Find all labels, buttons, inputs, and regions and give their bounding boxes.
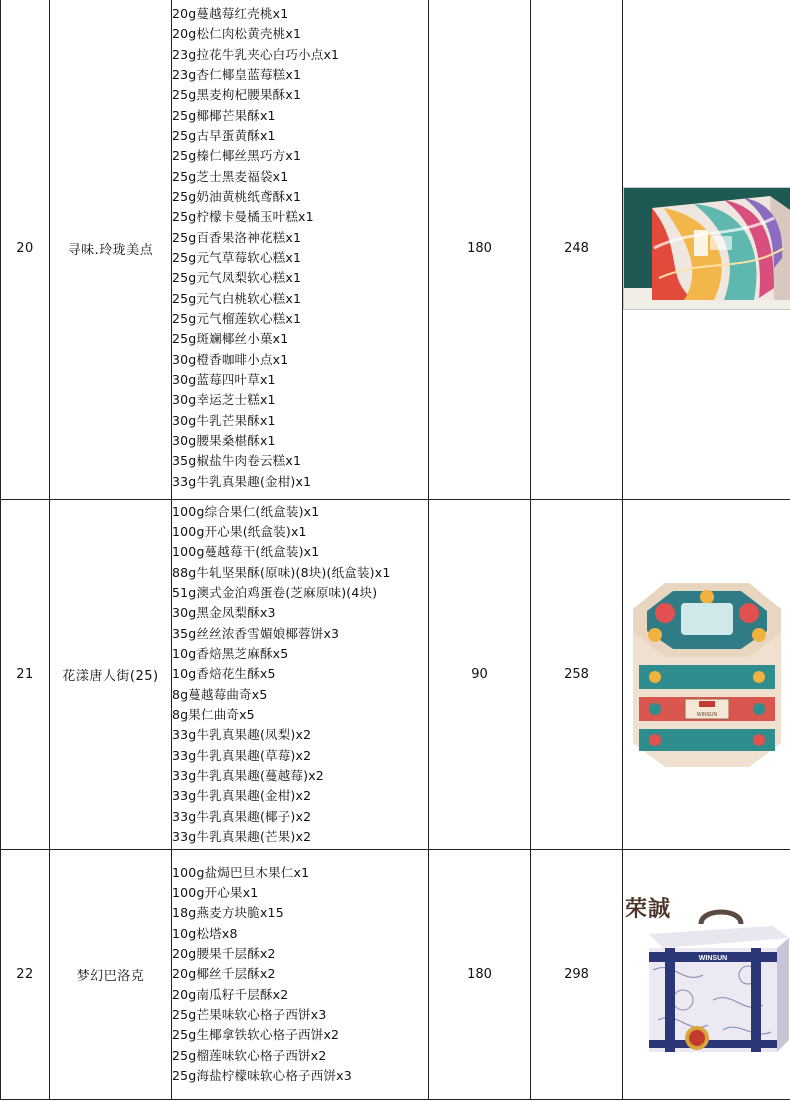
list-item: 25g元气榴莲软心糕x1 [172,311,302,327]
list-item: 33g牛乳真果趣(芒果)x2 [172,829,312,845]
list-item: 25g柠檬卡曼橘玉叶糕x1 [172,209,314,225]
list-item: 8g蔓越莓曲奇x5 [172,686,268,702]
row-number: 21 [1,500,50,850]
list-item: 30g橙香咖啡小点x1 [172,351,289,367]
list-item: 30g腰果桑椹酥x1 [172,433,276,449]
table-row [1,850,790,1100]
list-item: 100g蔓越莓干(纸盒装)x1 [172,544,320,560]
list-item: 100g综合果仁(纸盒装)x1 [172,503,320,519]
list-item: 30g牛乳芒果酥x1 [172,412,276,428]
suitcase-gift-box-icon [623,890,790,1060]
list-item: 20g椰丝千层酥x2 [172,966,276,982]
list-item: 30g幸运芝士糕x1 [172,392,276,408]
list-item: 25g奶油黄桃纸鸢酥x1 [172,188,302,204]
price: 258 [531,500,623,850]
quantity: 180 [429,850,531,1100]
gift-box-colorful-swirl-icon [623,187,790,310]
list-item: 25g芒果味软心格子西饼x3 [172,1007,327,1023]
contents-list [172,0,429,500]
octagonal-tin-floral-icon [625,573,789,777]
list-item: 25g榛仁椰丝黑巧方x1 [172,148,302,164]
list-item: 25g元气凤梨软心糕x1 [172,270,302,286]
list-item: 33g牛乳真果趣(金柑)x2 [172,788,312,804]
list-item: 88g牛轧坚果酥(原味)(8块)(纸盒装)x1 [172,564,391,580]
list-item: 100g开心果x1 [172,884,259,900]
list-item: 51g澳式金泊鸡蛋卷(芝麻原味)(4块) [172,584,378,600]
table-row [1,500,790,850]
list-item: 100g开心果(纸盒装)x1 [172,523,307,539]
list-item: 33g牛乳真果趣(草莓)x2 [172,747,312,763]
list-item: 20g蔓越莓红壳桃x1 [172,5,289,21]
row-number: 20 [1,0,50,500]
list-item: 23g拉花牛乳夹心白巧小点x1 [172,46,340,62]
list-item: 25g斑斓椰丝小菓x1 [172,331,289,347]
quantity: 180 [429,0,531,500]
list-item: 10g香焙花生酥x5 [172,666,276,682]
list-item: 25g元气白桃软心糕x1 [172,290,302,306]
list-item: 25g榴莲味软心格子西饼x2 [172,1047,327,1063]
tin-label: WINSUN [696,711,717,718]
table-row [1,0,790,500]
product-name: 梦幻巴洛克 [50,850,172,1100]
list-item: 30g黑金凤梨酥x3 [172,605,276,621]
list-item: 33g牛乳真果趣(金柑)x1 [172,473,312,489]
list-item: 30g蓝莓四叶草x1 [172,372,276,388]
list-item: 8g果仁曲奇x5 [172,707,255,723]
list-item: 10g松塔x8 [172,925,238,941]
list-item: 10g香焙黑芝麻酥x5 [172,645,289,661]
product-name: 花漾唐人街(25) [50,500,172,850]
product-image-cell [623,850,790,1100]
list-item: 25g古早蛋黄酥x1 [172,127,276,143]
row-number: 22 [1,850,50,1100]
quantity: 90 [429,500,531,850]
price: 248 [531,0,623,500]
list-item: 25g黑麦枸杞腰果酥x1 [172,87,302,103]
list-item: 25g海盐柠檬味软心格子西饼x3 [172,1068,352,1084]
product-image-cell [623,500,790,850]
list-item: 23g杏仁椰皇蓝莓糕x1 [172,66,302,82]
list-item: 25g椰椰芒果酥x1 [172,107,276,123]
list-item: 18g燕麦方块脆x15 [172,905,284,921]
price: 298 [531,850,623,1100]
list-item: 25g百香果洛神花糕x1 [172,229,302,245]
list-item: 33g牛乳真果趣(蔓越莓)x2 [172,768,324,784]
product-name: 寻味.玲珑美点 [50,0,172,500]
contents-list [172,850,429,1100]
list-item: 33g牛乳真果趣(凤梨)x2 [172,727,312,743]
list-item: 33g牛乳真果趣(椰子)x2 [172,808,312,824]
list-item: 20g南瓜籽千层酥x2 [172,986,289,1002]
list-item: 35g丝丝浓香雪媚娘椰蓉饼x3 [172,625,340,641]
list-item: 20g松仁肉松黄壳桃x1 [172,26,302,42]
brand-logo: 荣誠 [625,895,672,922]
box-label: WINSUN [698,954,728,962]
list-item: 25g芝士黑麦福袋x1 [172,168,289,184]
product-image-cell [623,0,790,500]
list-item: 20g腰果千层酥x2 [172,945,276,961]
list-item: 25g生椰拿铁软心格子西饼x2 [172,1027,340,1043]
contents-list [172,500,429,850]
list-item: 100g盐焗巴旦木果仁x1 [172,864,310,880]
list-item: 35g椒盐牛肉卷云糕x1 [172,453,302,469]
list-item: 25g元气草莓软心糕x1 [172,250,302,265]
